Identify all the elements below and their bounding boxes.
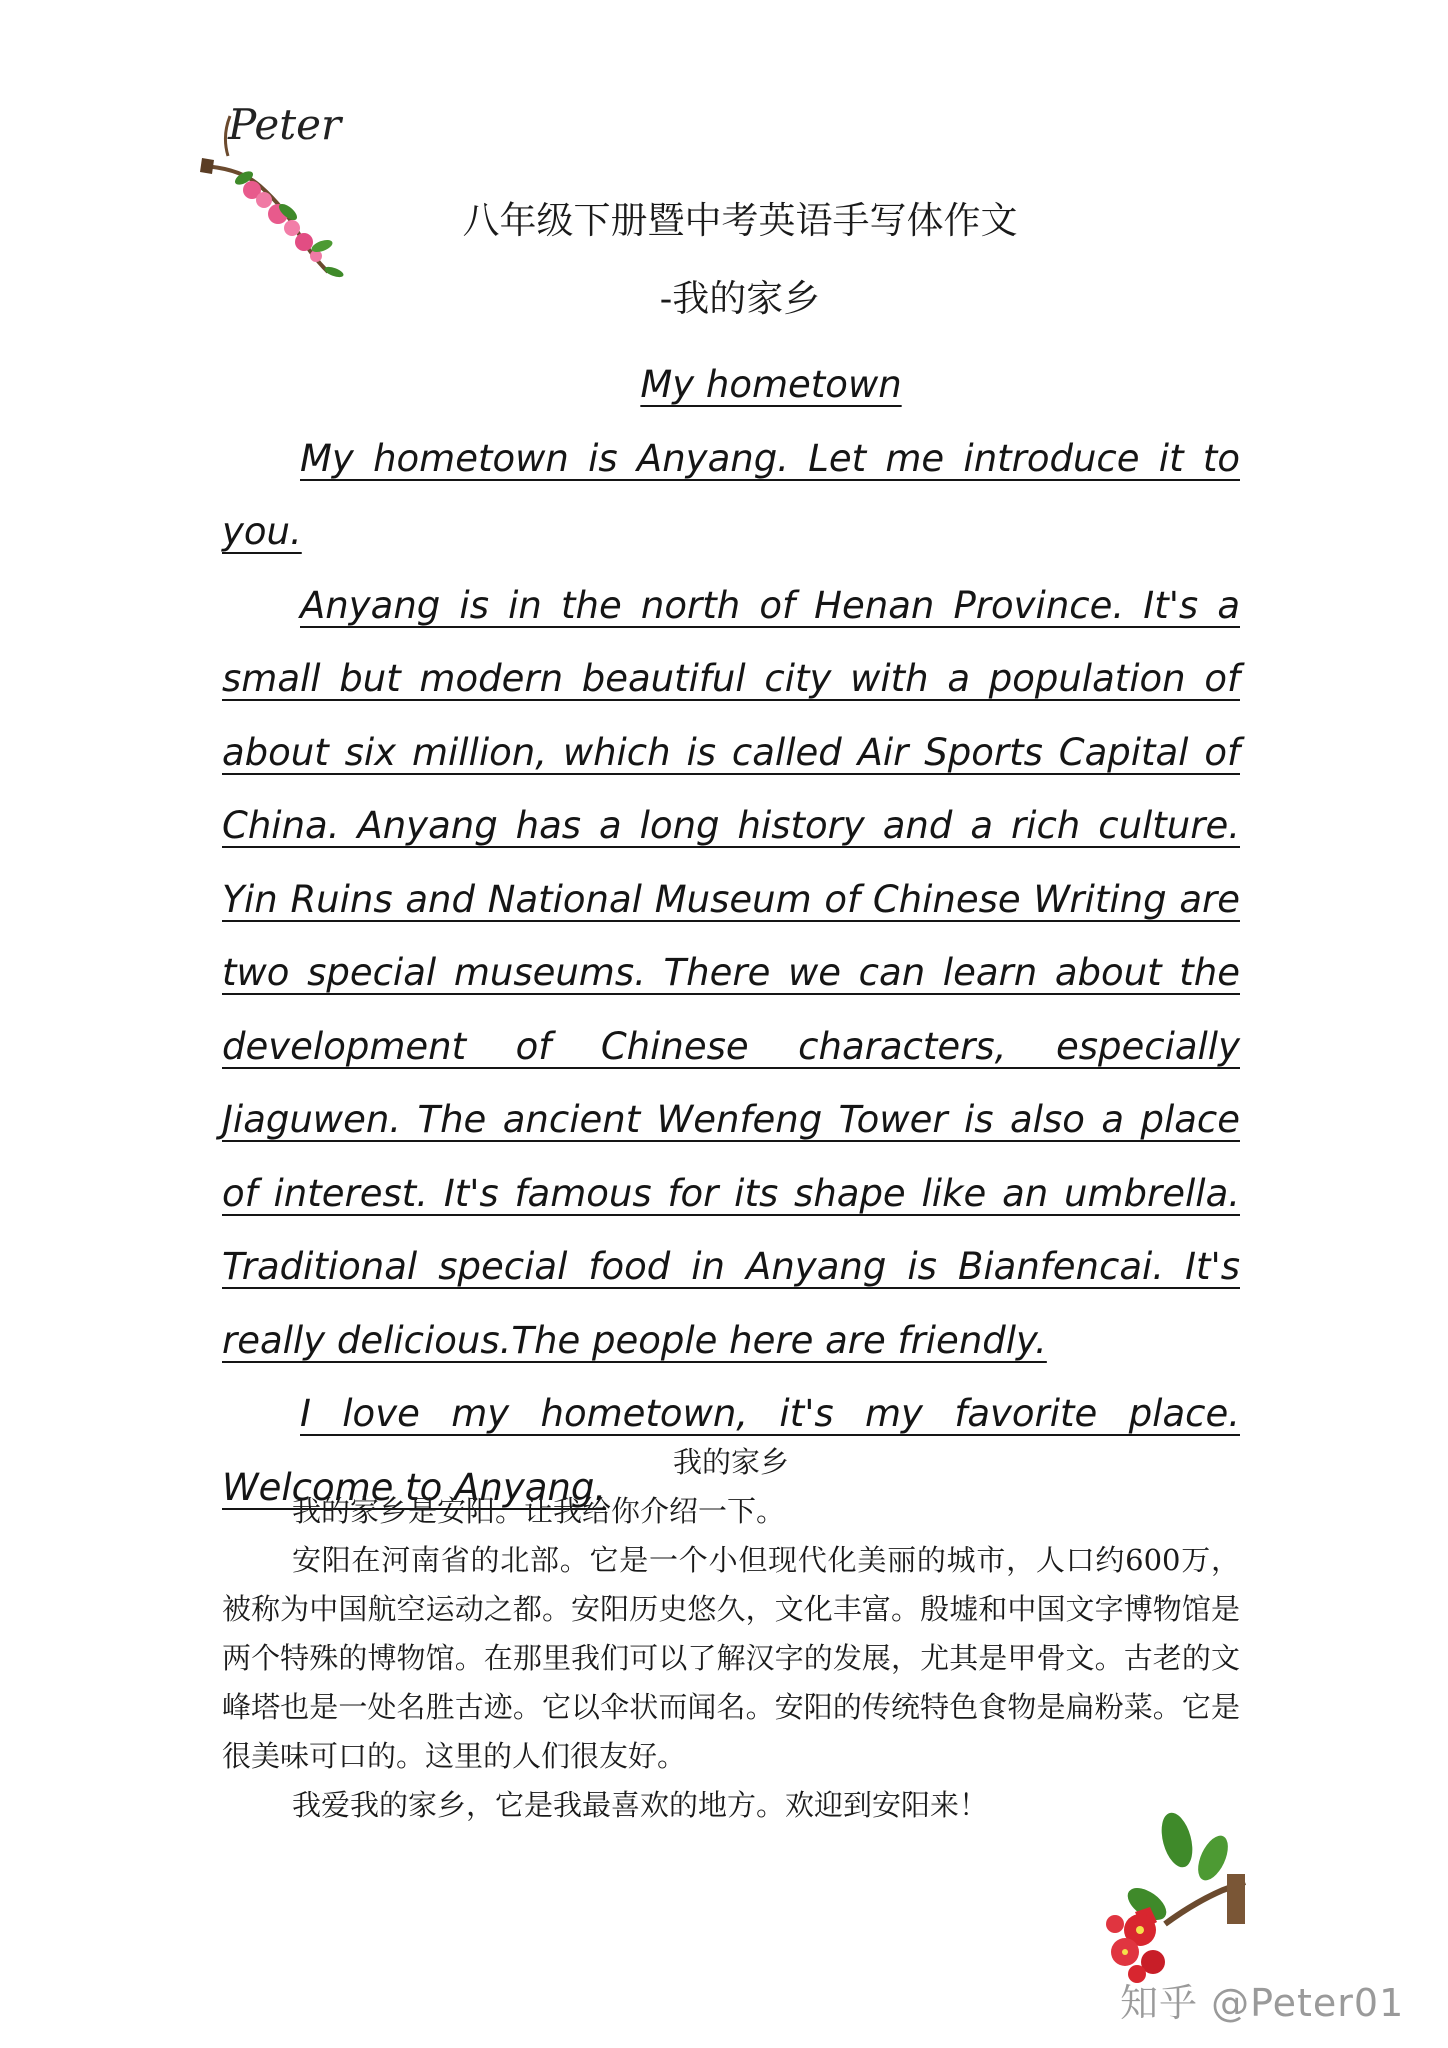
watermark: 知乎 @Peter01 [1120, 1981, 1405, 2025]
essay-paragraph-1: My hometown is Anyang. Let me introduce it to you. [222, 436, 1240, 553]
page-subtitle: -我的家乡 [659, 277, 821, 320]
essay-paragraph-2: Anyang is in the north of Henan Province. It's a small but modern beautiful city with a population of about six million, which is called Air Sports Capital of China. Anyang has a long history and a rich culture. Yin Ruins and National Museum of Chinese Writing are two special museums. There we can learn about the development of Chinese characters, especially Jiaguwen. The ancient Wenfeng Tower is also a place of interest. It's famous for its shape like an umbrella. Traditional special food in Anyang is Bianfencai. It's really delicious.The people here are friendly. [222, 583, 1240, 1362]
chinese-translation [222, 1438, 1240, 1830]
page-title: 八年级下册暨中考英语手写体作文 [462, 199, 1018, 242]
essay-paragraph-3: I love my hometown, it's my favorite place. Welcome to Anyang. [222, 1392, 1240, 1509]
translation-title: 我的家乡 [672, 1445, 789, 1479]
peach-blossom-branch-icon [200, 96, 360, 281]
logo-text: Peter [228, 100, 342, 149]
red-blossom-branch-icon [1095, 1812, 1250, 1987]
translation-paragraph-2: 安阳在河南省的北部。它是一个小但现代化美丽的城市，人口约600万，被称为中国航空运动之都。安阳历史悠久，文化丰富。殷墟和中国文字博物馆是两个特殊的博物馆。在那里我们可以了解汉字的发展，尤其是甲骨文。古老的文峰塔也是一处名胜古迹。它以伞状而闻名。安阳的传统特色食物是扁粉菜。它是很美味可口的。这里的人们很友好。 [222, 1543, 1240, 1773]
logo [200, 96, 360, 281]
english-essay [222, 348, 1240, 1524]
essay-title: My hometown [640, 363, 902, 406]
translation-paragraph-1: 我的家乡是安阳。让我给你介绍一下。 [292, 1494, 786, 1528]
translation-paragraph-3: 我爱我的家乡，它是我最喜欢的地方。欢迎到安阳来！ [292, 1788, 989, 1822]
